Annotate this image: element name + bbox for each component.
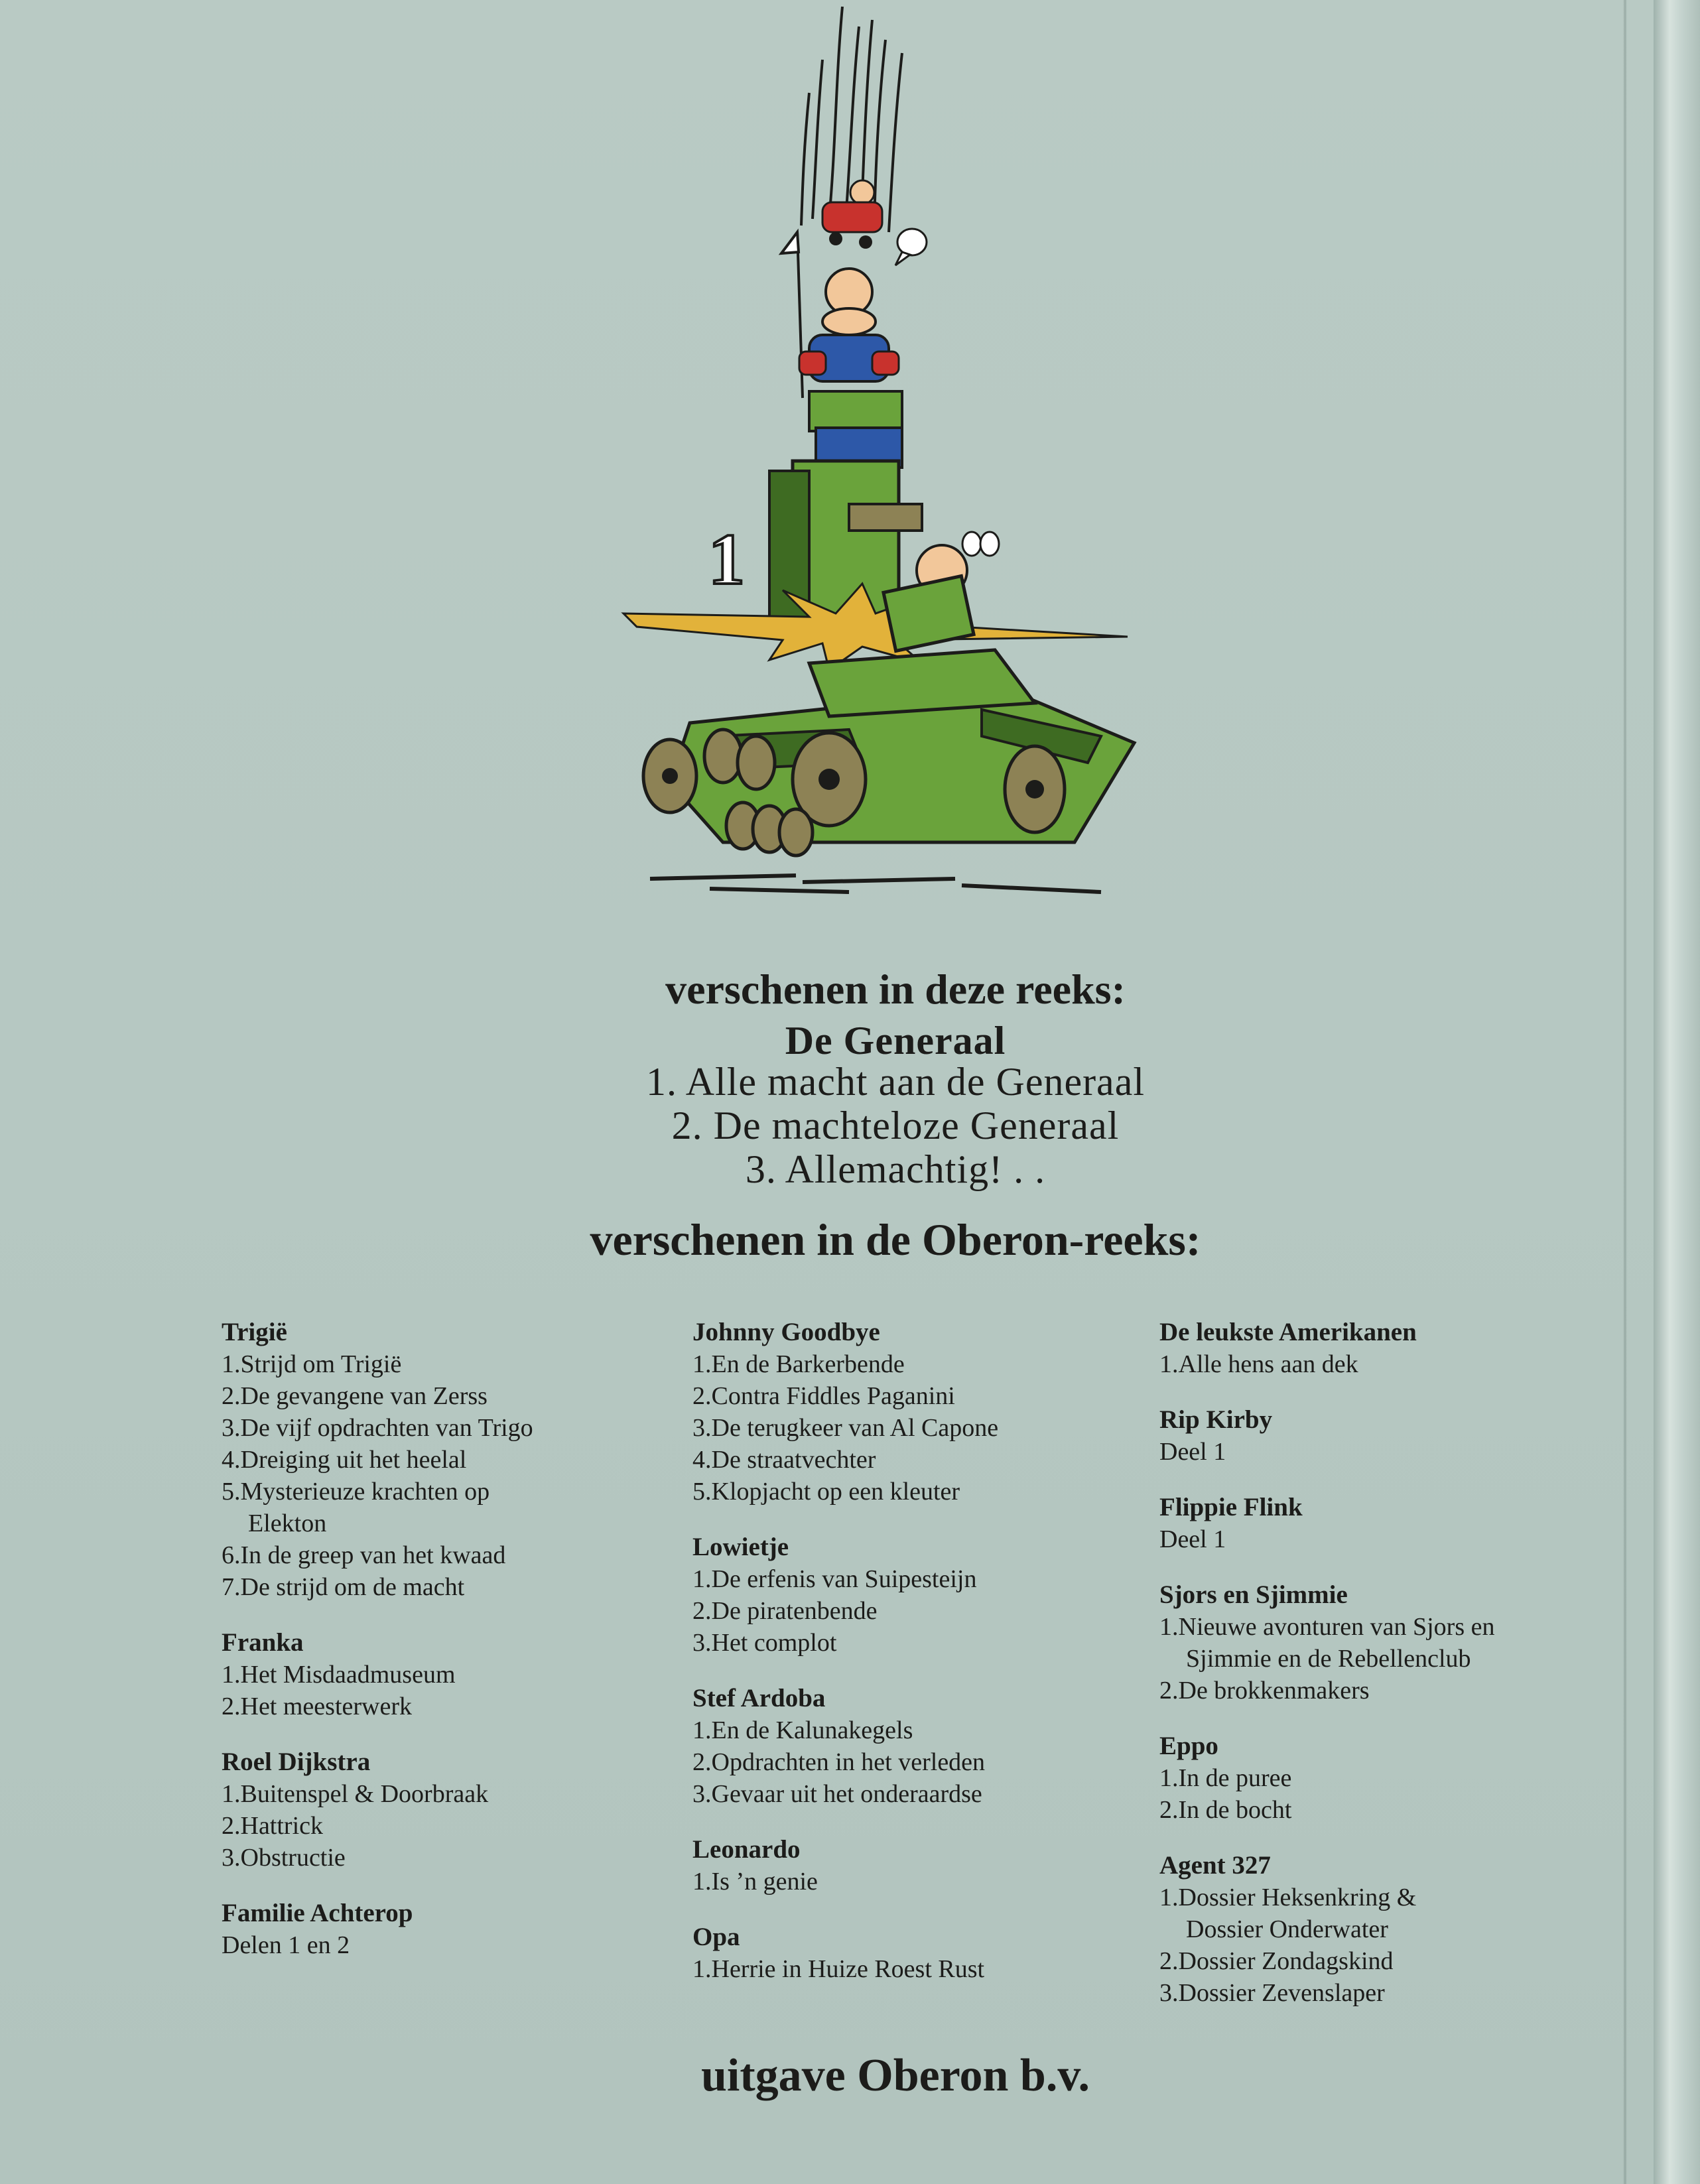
list-item: Delen 1 en 2 [222,1931,350,1959]
series-name: De Generaal [785,1019,1006,1062]
title-group-franka [222,1627,686,1722]
list-item: Deel 1 [1159,1438,1226,1466]
title-group-stef-ardoba [692,1683,1157,1810]
group-title: Sjors en Sjimmie [1159,1580,1348,1609]
group-title: Leonardo [692,1835,801,1864]
list-item: 7.De strijd om de macht [222,1573,465,1601]
list-item: 1.Alle hens aan dek [1159,1350,1358,1378]
list-item: 3.Het complot [692,1629,837,1657]
group-title: Eppo [1159,1732,1218,1760]
list-item: 2.Het meesterwerk [222,1693,412,1720]
title-group-roel-dijkstra [222,1746,686,1874]
publisher-footer: uitgave Oberon b.v. [700,2050,1090,2101]
list-item: 2.De brokkenmakers [1159,1677,1370,1704]
list-item-continuation: Dossier Onderwater [1186,1915,1388,1943]
group-title: Stef Ardoba [692,1684,826,1712]
group-title: Rip Kirby [1159,1405,1273,1434]
series-heading: verschenen in deze reeks: [665,966,1126,1013]
title-group-eppo [1159,1730,1610,1826]
list-item: 2.De piratenbende [692,1597,878,1625]
general-figure [799,269,899,381]
list-item: 1.En de Barkerbende [692,1350,905,1378]
list-item: 2.Opdrachten in het verleden [692,1748,986,1776]
list-item-continuation: Sjimmie en de Rebellenclub [1186,1645,1471,1673]
group-title: Johnny Goodbye [692,1318,880,1346]
list-item: 1.Nieuwe avonturen van Sjors en [1159,1613,1495,1641]
group-title: Opa [692,1923,740,1951]
list-item: 4.Dreiging uit het heelal [222,1446,467,1474]
list-item: 2.De gevangene van Zerss [222,1382,488,1410]
tank-illustration [610,0,1141,915]
title-group-de-leukste-amerikanen [1159,1317,1610,1380]
tank-number: 1 [708,519,745,600]
list-item: 2.In de bocht [1159,1796,1292,1824]
group-title: De leukste Amerikanen [1159,1318,1417,1346]
list-item: 4.De straatvechter [692,1446,876,1474]
list-item: 3.Obstructie [222,1844,346,1872]
list-item: 1.Strijd om Trigië [222,1350,402,1378]
group-title: Familie Achterop [222,1899,413,1927]
list-item: 1.Het Misdaadmuseum [222,1661,456,1689]
list-item: 6.In de greep van het kwaad [222,1541,506,1569]
series-item: 2. De machteloze Generaal [671,1104,1120,1147]
oberon-column-2 [692,1317,1157,2009]
group-title: Flippie Flink [1159,1493,1303,1521]
oberon-column-3 [1159,1317,1610,2033]
list-item: 1.En de Kalunakegels [692,1716,913,1744]
title-group-flippie-flink [1159,1492,1610,1555]
title-group-agent-327 [1159,1850,1610,2009]
list-item: 2.Contra Fiddles Paganini [692,1382,955,1410]
list-item: Deel 1 [1159,1525,1226,1553]
list-item: 1.Dossier Heksenkring & [1159,1884,1417,1911]
title-group-johnny-goodbye [692,1317,1157,1508]
list-item: 1.Buitenspel & Doorbraak [222,1780,489,1808]
group-title: Trigië [222,1318,287,1346]
list-item: 1.In de puree [1159,1764,1292,1792]
group-title: Agent 327 [1159,1851,1271,1880]
series-item: 1. Alle macht aan de Generaal [646,1060,1145,1104]
oberon-column-1 [222,1317,686,1985]
group-title: Franka [222,1628,304,1657]
title-group-leonardo [692,1834,1157,1897]
title-group-opa [692,1921,1157,1985]
title-group-lowietje [692,1531,1157,1659]
group-title: Lowietje [692,1533,789,1561]
speech-bubble-icon [895,229,927,265]
title-group-familie-achterop [222,1897,686,1961]
list-item: 1.Herrie in Huize Roest Rust [692,1955,985,1983]
book-spine [1654,0,1700,2184]
title-group-trigie [222,1317,686,1603]
title-group-sjors-en-sjimmie [1159,1579,1610,1706]
list-item: 3.Dossier Zevenslaper [1159,1979,1385,2007]
ground-lines [650,875,1101,892]
spine-crease [1623,0,1627,2184]
list-item: 5.Klopjacht op een kleuter [692,1478,960,1506]
title-group-rip-kirby [1159,1404,1610,1468]
list-item: 3.Gevaar uit het onderaardse [692,1780,982,1808]
list-item: 3.De terugkeer van Al Capone [692,1414,999,1442]
list-item: 2.Dossier Zondagskind [1159,1947,1394,1975]
list-item-continuation: Elekton [248,1510,327,1537]
flag-pole [781,232,803,398]
list-item: 1.Is ’n genie [692,1868,818,1895]
group-title: Roel Dijkstra [222,1748,371,1776]
list-item: 5.Mysterieuze krachten op [222,1478,490,1506]
oberon-heading: verschenen in de Oberon-reeks: [590,1214,1201,1265]
list-item: 2.Hattrick [222,1812,324,1840]
series-list [464,1060,1327,1191]
series-item: 3. Allemachtig! . . [745,1147,1046,1191]
list-item: 3.De vijf opdrachten van Trigo [222,1414,533,1442]
list-item: 1.De erfenis van Suipesteijn [692,1565,977,1593]
